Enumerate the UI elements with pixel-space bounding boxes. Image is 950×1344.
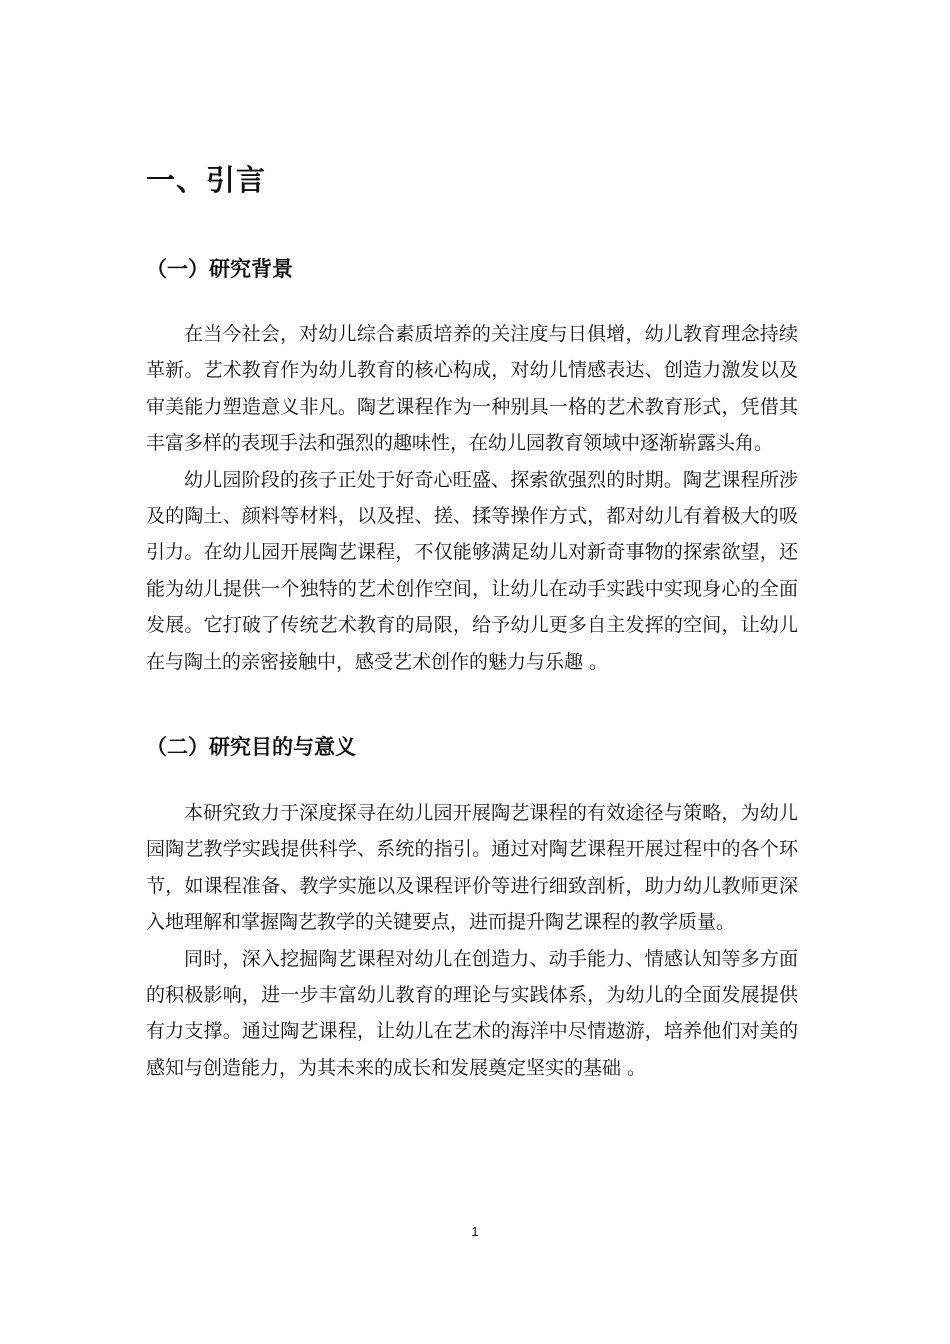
chapter-title: 一、引言 xyxy=(146,163,267,197)
section-body-background xyxy=(146,316,798,680)
section-heading-background: （一）研究背景 xyxy=(146,257,293,281)
paragraph: 同时，深入挖掘陶艺课程对幼儿在创造力、动手能力、情感认知等多方面的积极影响，进一步丰富幼儿教育的理论与实践体系，为幼儿的全面发展提供有力支撑。通过陶艺课程，让幼儿在艺术的海洋中尽情遨游，培养他们对美的感知与创造能力，为其未来的成长和发展奠定坚实的基础 。 xyxy=(146,947,798,1079)
page-number: 1 xyxy=(471,1224,479,1239)
section-body-purpose xyxy=(146,795,798,1086)
paragraph: 在当今社会，对幼儿综合素质培养的关注度与日俱增，幼儿教育理念持续革新。艺术教育作为幼儿教育的核心构成，对幼儿情感表达、创造力激发以及审美能力塑造意义非凡。陶艺课程作为一种别具一格的艺术教育形式，凭借其丰富多样的表现手法和强烈的趣味性，在幼儿园教育领域中逐渐崭露头角。 xyxy=(146,323,798,455)
paragraph: 本研究致力于深度探寻在幼儿园开展陶艺课程的有效途径与策略，为幼儿园陶艺教学实践提供科学、系统的指引。通过对陶艺课程开展过程中的各个环节，如课程准备、教学实施以及课程评价等进行细致剖析，助力幼儿教师更深入地理解和掌握陶艺教学的关键要点，进而提升陶艺课程的教学质量。 xyxy=(146,802,798,934)
section-heading-purpose: （二）研究目的与意义 xyxy=(146,735,356,759)
paragraph: 幼儿园阶段的孩子正处于好奇心旺盛、探索欲强烈的时期。陶艺课程所涉及的陶土、颜料等材料，以及捏、搓、揉等操作方式，都对幼儿有着极大的吸引力。在幼儿园开展陶艺课程，不仅能够满足幼儿对新奇事物的探索欲望，还能为幼儿提供一个独特的艺术创作空间，让幼儿在动手实践中实现身心的全面发展。它打破了传统艺术教育的局限，给予幼儿更多自主发挥的空间，让幼儿在与陶土的亲密接触中，感受艺术创作的魅力与乐趣 。 xyxy=(146,468,798,673)
